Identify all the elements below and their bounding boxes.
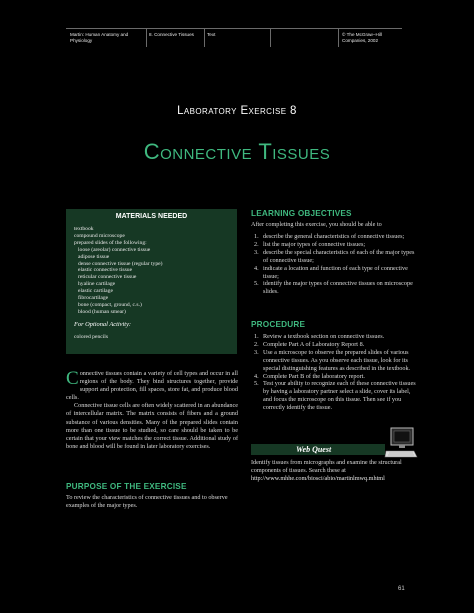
list-item: 3. Use a microscope to observe the prepared slides of various connective tissues. As you observe each tissue, look for its special distinguishing features as described in the textbook. [254,348,411,372]
materials-item: reticular connective tissue [78,274,137,281]
web-quest-label: Web Quest [296,445,332,454]
list-item: 3. describe the special characteristics of each of the major types of connective tissue; [254,248,415,264]
intro-text [66,370,238,451]
purpose-text: To review the characteristics of connective tissues and to observe examples of the major types. [66,494,228,510]
page-number: 61 [398,586,405,592]
learning-objectives-list [251,233,419,296]
materials-item: loose (areolar) connective tissue [78,246,151,253]
intro-paragraph-1: onnective tissues contain a variety of cell types and occur in all regions of the body. They bind structures together, provide support and protection, fill spaces, store fat, and produce blood cells. [66,370,238,402]
optional-activity-label: For Optional Activity: [74,321,132,328]
materials-list [74,226,163,316]
list-item: 2. list the major types of connective tissues; [254,240,366,248]
drop-cap: C [66,368,79,389]
materials-item: compound microscope [74,232,125,239]
materials-box [66,209,237,354]
header-chapter: 8. Connective Tissues [149,32,194,37]
header-copyright: © The McGraw−Hill Companies, 2002 [342,32,382,43]
header-book-title: Martin: Human Anatomy and Physiology [70,32,129,43]
materials-item: prepared slides of the following: [74,239,147,246]
page-title: Connective Tissues [143,139,331,164]
materials-item: elastic cartilage [78,288,113,295]
header-type: Text [207,32,216,37]
materials-item: elastic connective tissue [78,267,133,274]
list-item: 1. describe the general characteristics of connective tissues; [254,233,405,240]
intro-paragraph-2: Connective tissue cells are often widely scattered in an abundance of intercellular matrix. The matrix consists of fibers and a ground substance of various densities. Many of the prepared slides contain more than one tissue to be studied, so care should be taken to be certain that your view matches the correct tissue. Additional study of bone and blood will be found in later laboratory exercises. [66,402,238,450]
optional-activity-item: colored pencils [74,334,109,340]
materials-item: hyaline cartilage [78,281,116,288]
procedure-heading: PROCEDURE [251,320,306,329]
web-quest-link[interactable]: http://www.mhhe.com/biosci/abio/martinlmwq.mhtml [251,474,385,482]
running-header [66,28,402,51]
materials-heading: MATERIALS NEEDED [115,213,188,220]
materials-item: bone (compact, ground, c.s.) [78,301,142,308]
materials-item: fibrocartilage [78,295,109,302]
purpose-heading: PURPOSE OF THE EXERCISE [66,482,187,491]
web-quest-text: Identify tissues from micrographs and examine the structural components of tissues. Search these at http://www.mhhe.com/biosci/abio/martinlmwq.mhtml [251,459,402,482]
lab-exercise-title: Laboratory Exercise 8 [177,105,297,117]
materials-item: blood (human smear) [78,308,126,315]
learning-objectives-heading: LEARNING OBJECTIVES [251,209,352,218]
materials-item: adipose tissue [78,253,110,260]
materials-item: textbook [74,226,94,232]
list-item: 5. identify the major types of connective tissues on microscope slides. [254,280,413,296]
procedure-list [251,333,419,412]
computer-icon [384,427,418,459]
materials-item: dense connective tissue (regular type) [78,260,163,267]
list-item: 4. indicate a location and function of each type of connective tissue; [254,264,408,280]
list-item: 4. Complete Part B of the laboratory report. [254,372,365,380]
list-item: 2. Complete Part A of Laboratory Report 8. [254,340,365,348]
list-item: 5. Test your ability to recognize each of these connective tissues by having a laboratory partner select a slide, cover its label, and focus the microscope on this tissue. Then see if you correctly identify the tissue. [254,380,416,412]
list-item: 1. Review a textbook section on connective tissues. [254,333,385,340]
learning-objectives-intro: After completing this exercise, you should be able to [251,221,382,228]
